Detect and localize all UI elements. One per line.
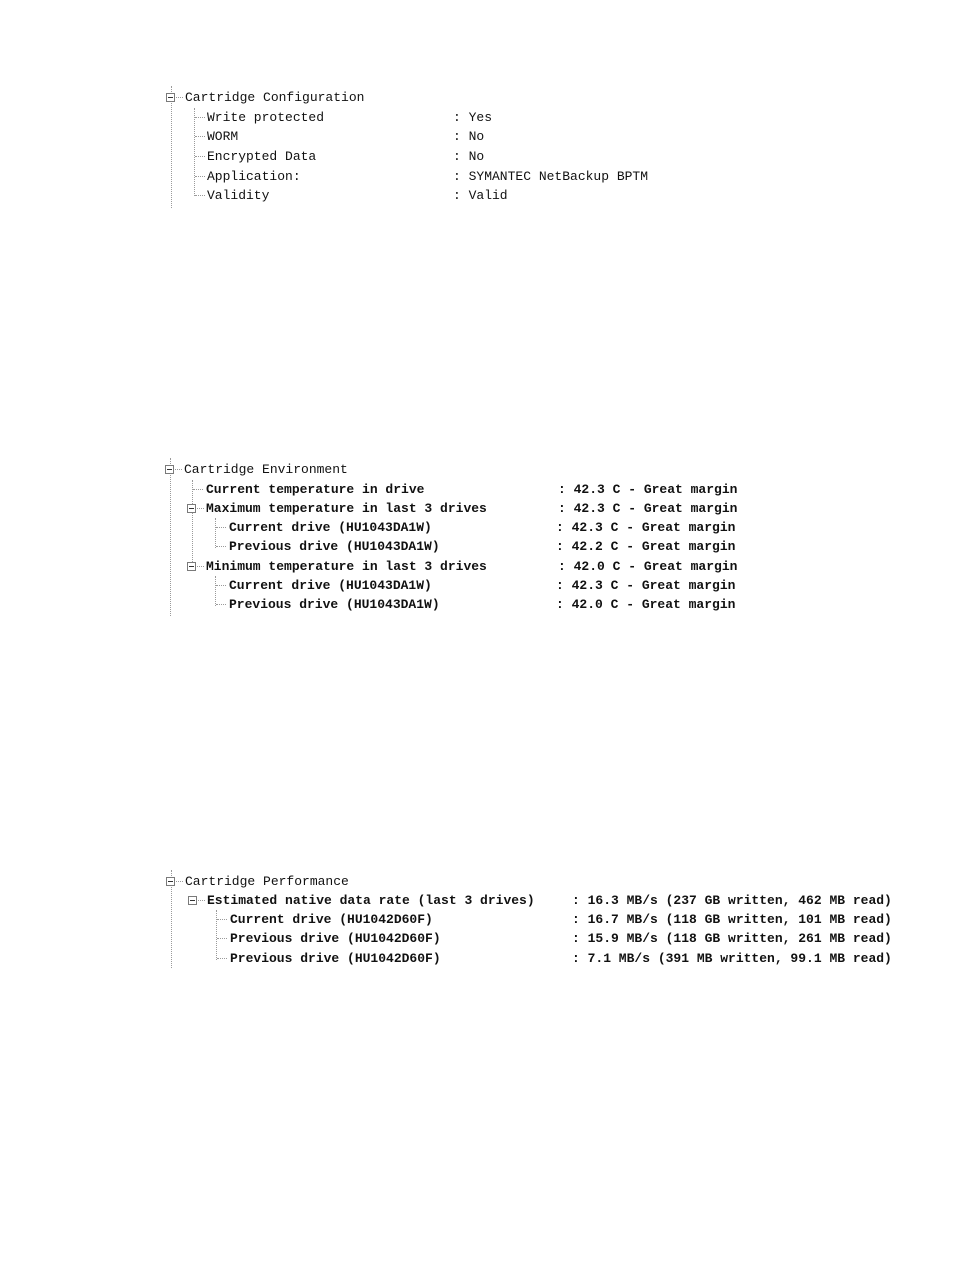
node-label: Current temperature in drive	[206, 482, 425, 497]
node-value: : 42.3 C - Great margin	[556, 520, 736, 535]
node-value: : 16.3 MB/s (237 GB written, 462 MB read)	[572, 893, 892, 908]
node-label: Cartridge Environment	[184, 462, 348, 477]
node-label: Validity	[207, 188, 270, 203]
tree-node-max-temperature[interactable]	[0, 499, 738, 518]
node-label: Previous drive (HU1042D60F)	[230, 931, 441, 946]
node-label: Maximum temperature in last 3 drives	[206, 501, 487, 516]
tree-node-worm[interactable]	[0, 127, 485, 146]
tree-node-environment[interactable]	[0, 460, 348, 479]
node-value: : 42.0 C - Great margin	[556, 597, 736, 612]
tree-guide-line	[171, 86, 172, 208]
node-label: Current drive (HU1042D60F)	[230, 912, 433, 927]
tree-guide-line	[194, 108, 195, 196]
node-label: Minimum temperature in last 3 drives	[206, 559, 487, 574]
tree-node-rate-previous-drive-1[interactable]	[0, 929, 892, 948]
tree-node-current-temperature[interactable]	[0, 480, 738, 499]
node-value: : 42.3 C - Great margin	[558, 501, 738, 516]
node-label: Write protected	[207, 110, 325, 125]
tree-node-encrypted-data[interactable]	[0, 147, 485, 166]
collapse-icon[interactable]	[166, 93, 175, 102]
collapse-icon[interactable]	[188, 896, 197, 905]
collapse-icon[interactable]	[187, 504, 196, 513]
tree-node-application[interactable]	[0, 167, 649, 186]
node-label: Cartridge Performance	[185, 874, 349, 889]
collapse-icon[interactable]	[187, 562, 196, 571]
node-label: Previous drive (HU1043DA1W)	[229, 539, 440, 554]
tree-node-min-previous-drive[interactable]	[0, 595, 736, 614]
node-label: Previous drive (HU1043DA1W)	[229, 597, 440, 612]
node-label: WORM	[207, 129, 239, 144]
tree-node-configuration[interactable]	[0, 88, 365, 107]
tree-node-min-current-drive[interactable]	[0, 576, 736, 595]
node-value: : 42.3 C - Great margin	[556, 578, 736, 593]
tree-node-data-rate[interactable]	[0, 891, 892, 910]
collapse-icon[interactable]	[165, 465, 174, 474]
tree-node-write-protected[interactable]	[0, 108, 493, 127]
node-value: : 42.0 C - Great margin	[558, 559, 738, 574]
collapse-icon[interactable]	[166, 877, 175, 886]
node-label: Previous drive (HU1042D60F)	[230, 951, 441, 966]
node-value: : No	[453, 149, 485, 164]
tree-guide-line	[216, 910, 217, 960]
node-value: : 42.2 C - Great margin	[556, 539, 736, 554]
node-label: Encrypted Data	[207, 149, 317, 164]
tree-guide-line	[170, 458, 171, 616]
tree-node-rate-current-drive[interactable]	[0, 910, 892, 929]
node-value: : No	[453, 129, 485, 144]
tree-guide-line	[215, 576, 216, 606]
tree-node-min-temperature[interactable]	[0, 557, 738, 576]
tree-node-performance[interactable]	[0, 872, 349, 891]
node-value: : 16.7 MB/s (118 GB written, 101 MB read)	[572, 912, 892, 927]
node-value: : Valid	[453, 188, 508, 203]
node-value: : 42.3 C - Great margin	[558, 482, 738, 497]
tree-node-max-current-drive[interactable]	[0, 518, 736, 537]
tree-node-max-previous-drive[interactable]	[0, 537, 736, 556]
node-label: Estimated native data rate (last 3 drives)	[207, 893, 535, 908]
node-label: Current drive (HU1043DA1W)	[229, 520, 432, 535]
tree-guide-line	[215, 518, 216, 548]
tree-node-validity[interactable]	[0, 186, 508, 205]
node-value: : SYMANTEC NetBackup BPTM	[453, 169, 649, 184]
node-label: Application:	[207, 169, 301, 184]
tree-guide-line	[192, 480, 193, 568]
node-label: Cartridge Configuration	[185, 90, 365, 105]
tree-node-rate-previous-drive-2[interactable]	[0, 949, 892, 968]
node-value: : Yes	[453, 110, 493, 125]
node-label: Current drive (HU1043DA1W)	[229, 578, 432, 593]
node-value: : 15.9 MB/s (118 GB written, 261 MB read)	[572, 931, 892, 946]
node-value: : 7.1 MB/s (391 MB written, 99.1 MB read)	[572, 951, 892, 966]
